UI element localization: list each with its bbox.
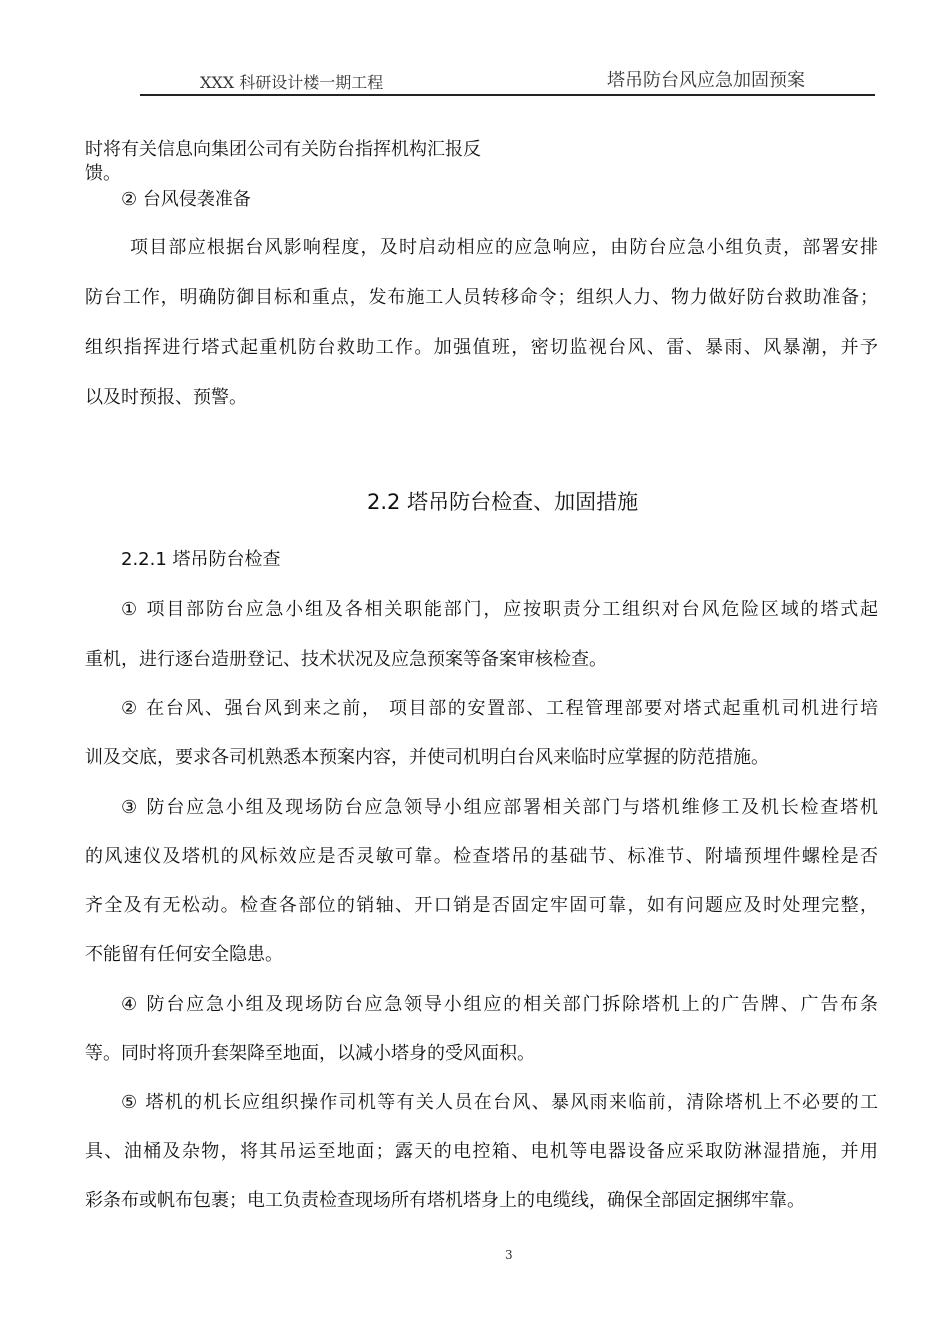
paragraph-line: 的风速仪及塔机的风标效应是否灵敏可靠。检查塔吊的基础节、标准节、附墙预埋件螺栓是否 [85, 846, 878, 867]
paragraph-line: 重机，进行逐台造册登记、技术状况及应急预案等备案审核检查。 [85, 649, 607, 670]
header-divider [140, 94, 875, 96]
paragraph-line: ① 项目部防台应急小组及各相关职能部门，应按职责分工组织对台风危险区域的塔式起 [121, 599, 878, 620]
paragraph-line: 不能留有任何安全隐患。 [85, 944, 283, 965]
header-document-title: 塔吊防台风应急加固预案 [607, 70, 805, 91]
paragraph-line: ③ 防台应急小组及现场防台应急领导小组应部署相关部门与塔机维修工及机长检查塔机 [121, 797, 878, 818]
paragraph-line: 彩条布或帆布包裹；电工负责检查现场所有塔机塔身上的电缆线，确保全部固定捆绑牢靠。 [85, 1190, 805, 1211]
paragraph-line: 项目部应根据台风影响程度，及时启动相应的应急响应，由防台应急小组负责，部署安排 [130, 237, 878, 258]
paragraph-line: 训及交底，要求各司机熟悉本预案内容，并使司机明白台风来临时应掌握的防范措施。 [85, 747, 769, 768]
page-number: 3 [505, 1248, 513, 1262]
paragraph-line: 时将有关信息向集团公司有关防台指挥机构汇报反馈。 [85, 139, 481, 184]
paragraph-line: ② 在台风、强台风到来之前， 项目部的安置部、工程管理部要对塔式起重机司机进行培 [121, 698, 878, 719]
paragraph-line: 等。同时将顶升套架降至地面，以减小塔身的受风面积。 [85, 1043, 535, 1064]
paragraph-line: 防台工作，明确防御目标和重点，发布施工人员转移命令；组织人力、物力做好防台救助准备； [85, 287, 878, 308]
paragraph-line: ⑤ 塔机的机长应组织操作司机等有关人员在台风、暴风雨来临前，清除塔机上不必要的工 [121, 1092, 878, 1113]
paragraph-line: ④ 防台应急小组及现场防台应急领导小组应的相关部门拆除塔机上的广告牌、广告布条 [121, 994, 878, 1015]
paragraph-line: 齐全及有无松动。检查各部位的销轴、开口销是否固定牢固可靠，如有问题应及时处理完整， [85, 895, 878, 916]
item-title-typhoon-preparation: ② 台风侵袭准备 [121, 189, 251, 210]
subsection-heading: 2.2.1 塔吊防台检查 [121, 549, 281, 570]
section-heading: 2.2 塔吊防台检查、加固措施 [367, 490, 639, 514]
paragraph-line: 以及时预报、预警。 [85, 387, 247, 408]
paragraph-line: 组织指挥进行塔式起重机防台救助工作。加强值班，密切监视台风、雷、暴雨、风暴潮，并予 [85, 337, 878, 358]
paragraph-line: 具、油桶及杂物，将其吊运至地面；露天的电控箱、电机等电器设备应采取防淋湿措施，并用 [85, 1141, 878, 1162]
header-project-name: XXX 科研设计楼一期工程 [200, 73, 384, 92]
